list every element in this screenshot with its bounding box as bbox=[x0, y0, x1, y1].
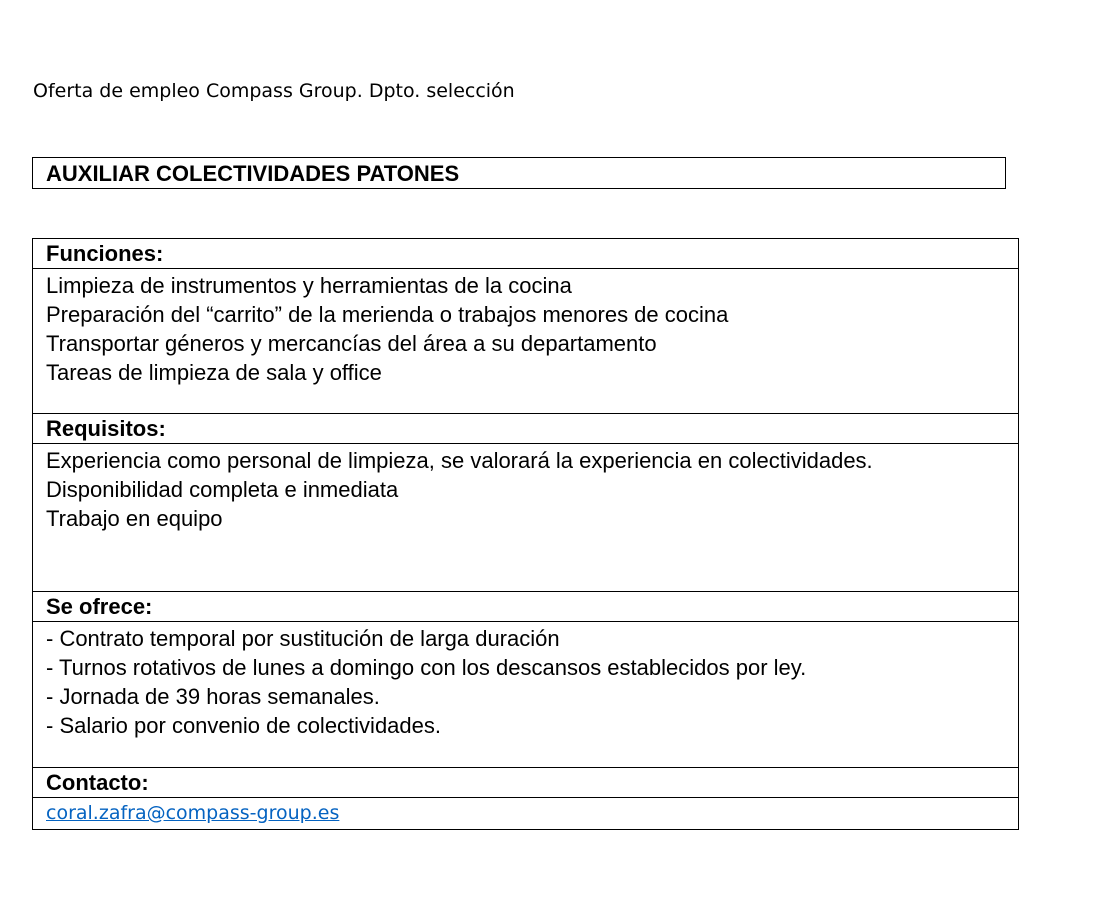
ofrece-heading: Se ofrece: bbox=[46, 594, 153, 619]
section-heading-ofrece bbox=[33, 592, 1018, 622]
funciones-item: Limpieza de instrumentos y herramientas de la cocina bbox=[46, 273, 572, 298]
funciones-item: Tareas de limpieza de sala y office bbox=[46, 360, 382, 385]
job-title: AUXILIAR COLECTIVIDADES PATONES bbox=[46, 161, 460, 186]
ofrece-item: - Jornada de 39 horas semanales. bbox=[46, 684, 380, 709]
requisitos-item: Disponibilidad completa e inmediata bbox=[46, 477, 399, 502]
intro-text: Oferta de empleo Compass Group. Dpto. selección bbox=[33, 80, 515, 102]
contacto-heading: Contacto: bbox=[46, 770, 149, 795]
requisitos-item: Experiencia como personal de limpieza, se valorará la experiencia en colectividades. bbox=[46, 448, 873, 473]
section-body-funciones bbox=[33, 269, 1018, 414]
ofrece-item: - Contrato temporal por sustitución de larga duración bbox=[46, 626, 560, 651]
job-title-box bbox=[32, 157, 1006, 189]
ofrece-item: - Salario por convenio de colectividades. bbox=[46, 713, 442, 738]
job-details-table bbox=[32, 238, 1019, 830]
funciones-item: Preparación del “carrito” de la merienda o trabajos menores de cocina bbox=[46, 302, 729, 327]
funciones-item: Transportar géneros y mercancías del área a su departamento bbox=[46, 331, 657, 356]
section-body-contacto bbox=[33, 798, 1018, 830]
section-heading-funciones bbox=[33, 239, 1018, 269]
section-heading-requisitos bbox=[33, 414, 1018, 444]
requisitos-item: Trabajo en equipo bbox=[46, 506, 223, 531]
section-body-ofrece bbox=[33, 622, 1018, 768]
ofrece-item: - Turnos rotativos de lunes a domingo con los descansos establecidos por ley. bbox=[46, 655, 807, 680]
section-body-requisitos bbox=[33, 444, 1018, 592]
requisitos-heading: Requisitos: bbox=[46, 416, 166, 441]
contact-email-link[interactable]: coral.zafra@compass-group.es bbox=[46, 802, 340, 824]
funciones-heading: Funciones: bbox=[46, 241, 164, 266]
section-heading-contacto bbox=[33, 768, 1018, 798]
